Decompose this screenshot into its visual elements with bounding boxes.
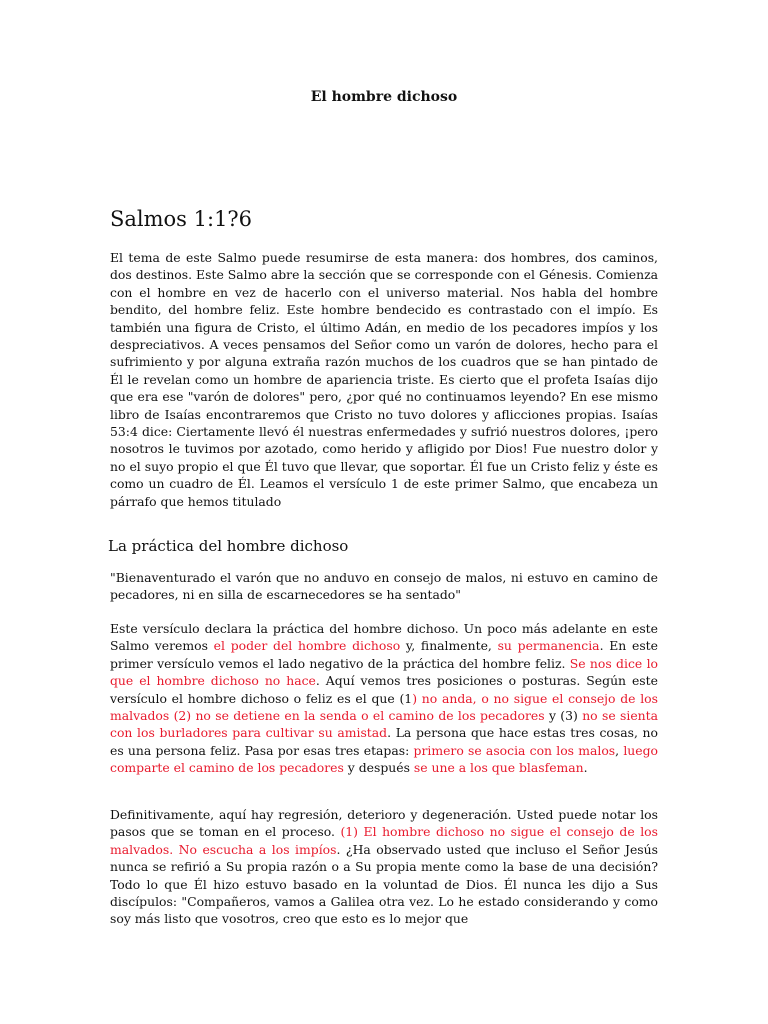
progression-paragraph [110, 806, 658, 928]
practice-paragraph [110, 620, 658, 777]
emphasized-text: su permanencia [497, 638, 600, 654]
section-subheading: La práctica del hombre dichoso [108, 537, 349, 555]
emphasized-text: se une a los que blasfeman [413, 760, 584, 776]
body-text: . En este primer versículo vemos el lado negativo de la práctica del hombre feliz. [110, 638, 658, 671]
emphasized-text: primero se asocia con los malos [413, 742, 616, 758]
body-text: Definitivamente, aquí hay regresión, deterioro y degeneración. Usted puede notar los pasos que se toman en el proceso. [110, 807, 658, 840]
scripture-heading: Salmos 1:1?6 [110, 207, 253, 231]
body-text: . [583, 760, 588, 776]
emphasized-text: (1) El hombre dichoso no sigue el consejo de los malvados. No escucha a los impíos [110, 824, 658, 857]
document-title: El hombre dichoso [310, 89, 458, 105]
body-text: y, finalmente, [400, 638, 498, 654]
emphasized-text: ) no anda, o no sigue el consejo de los malvados (2) no se detiene en la senda o el camino de los pecadores [110, 690, 658, 724]
body-text: y (3) [544, 708, 583, 724]
intro-paragraph: El tema de este Salmo puede resumirse de esta manera: dos hombres, dos caminos, dos destinos. Este Salmo abre la sección que se corresponde con el Génesis. Comienza con el hombre en vez de hacerlo con el universo material. Nos habla del hombre bendito, del hombre feliz. Este hombre bendecido es contrastado con el impío. Es también una figura de Cristo, el último Adán, en medio de los pecadores impíos y los despreciativos. A veces pensamos del Señor como un varón de dolores, hecho para el sufrimiento y por alguna extraña razón muchos de los cuadros que se han pintado de Él le revelan como un hombre de apariencia triste. Es cierto que el profeta Isaías dijo que era ese "varón de dolores" pero, ¿por qué no continuamos leyendo? En ese mismo libro de Isaías encontraremos que Cristo no tuvo dolores y aflicciones propias. Isaías 53:4 dice: Ciertamente llevó él nuestras enfermedades y sufrió nuestros dolores, ¡pero nosotros le tuvimos por azotado, como herido y afligido por Dios! Fue nuestro dolor y no el suyo propio el que Él tuvo que llevar, que soportar. Él fue un Cristo feliz y éste es como un cuadro de Él. Leamos el versículo 1 de este primer Salmo, que encabeza un párrafo que hemos titulado [110, 250, 658, 509]
body-text: Este versículo declara la práctica del hombre dichoso. Un poco más adelante en este Salmo veremos [110, 621, 658, 654]
body-text: y después [343, 760, 414, 776]
verse-quote: "Bienaventurado el varón que no anduvo en consejo de malos, ni estuvo en camino de pecadores, ni en silla de escarnecedores se ha sentado" [110, 570, 658, 603]
emphasized-text: luego comparte el camino de los pecadores [110, 742, 659, 776]
body-text: . Aquí vemos tres posiciones o posturas. Según este versículo el hombre dichoso o feliz es el que (1 [110, 673, 658, 706]
body-text: . La persona que hace estas tres cosas, no es una persona feliz. Pasa por esas tres etapas: [110, 725, 659, 758]
emphasized-text: Se nos dice lo que el hombre dichoso no hace [110, 655, 658, 689]
emphasized-text: el poder del hombre dichoso [213, 638, 401, 654]
body-text: , [615, 742, 624, 758]
body-text: . ¿Ha observado usted que incluso el Señor Jesús nunca se refirió a Su propia razón o a Su propia mente como la base de una decisión? Todo lo que Él hizo estuvo basado en la voluntad de Dios. Él nunca les dijo a Sus discípulos: "Compañeros, vamos a Galilea otra vez. Lo he estado considerando y como soy más listo que vosotros, creo que esto es lo mejor que [110, 841, 658, 927]
emphasized-text: no se sienta con los burladores para cultivar su amistad [110, 708, 659, 741]
